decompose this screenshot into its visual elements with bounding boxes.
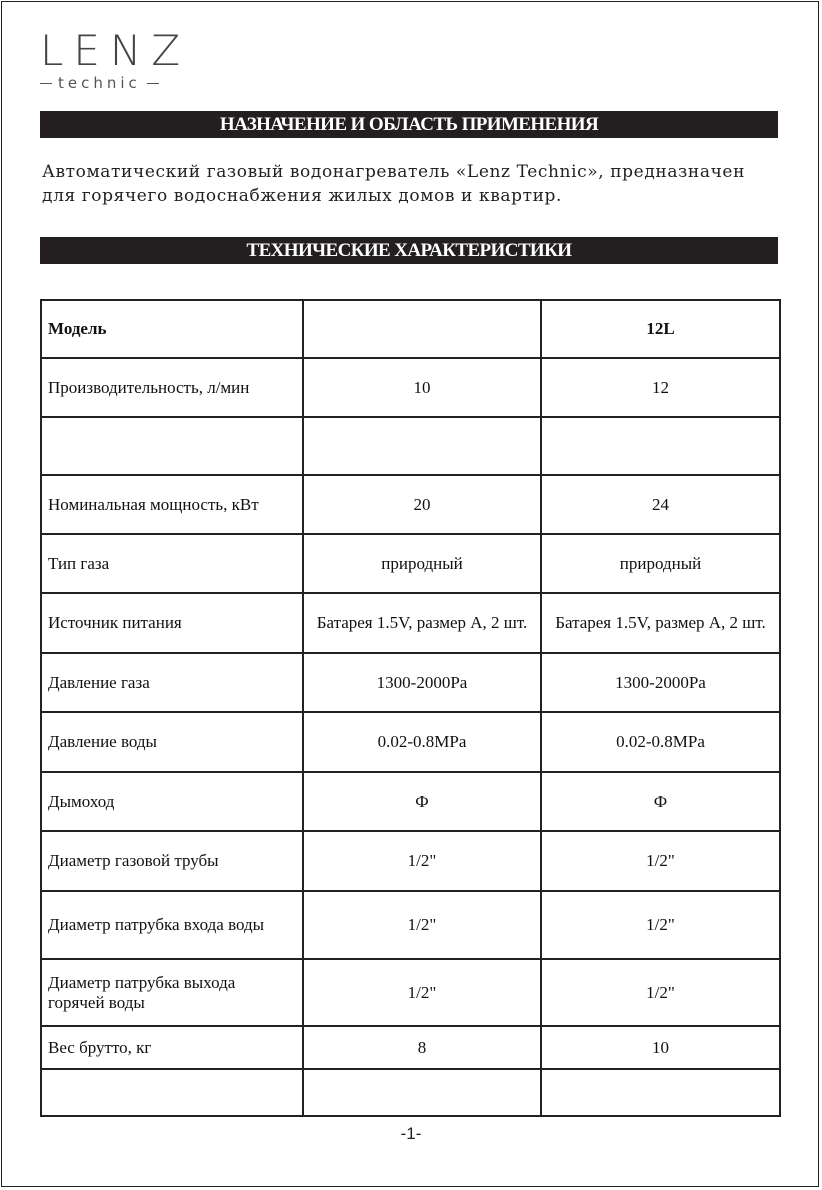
row-value-col1: 1/2" xyxy=(303,959,541,1026)
row-label: Источник питания xyxy=(41,593,303,653)
table-row xyxy=(41,653,780,712)
section-title-purpose: НАЗНАЧЕНИЕ И ОБЛАСТЬ ПРИМЕНЕНИЯ xyxy=(40,111,778,138)
table-row-empty xyxy=(41,417,780,475)
row-label: Давление газа xyxy=(41,653,303,712)
row-value-col2: 0.02-0.8MPa xyxy=(541,712,780,772)
table-row xyxy=(41,475,780,534)
row-value-col2: 1/2" xyxy=(541,959,780,1026)
purpose-text xyxy=(42,160,782,208)
row-value-col1 xyxy=(303,1069,541,1116)
table-row-model xyxy=(41,300,780,358)
table-row xyxy=(41,959,780,1026)
row-value-col2: Ф xyxy=(541,772,780,831)
row-label: Тип газа xyxy=(41,534,303,593)
row-value-col2: 1300-2000Pa xyxy=(541,653,780,712)
table-row xyxy=(41,831,780,891)
row-value-col1: 8 xyxy=(303,1026,541,1069)
row-label: Диаметр патрубка входа воды xyxy=(41,891,303,959)
table-row xyxy=(41,772,780,831)
logo-subtitle xyxy=(40,74,192,92)
table-row xyxy=(41,712,780,772)
row-label: Давление воды xyxy=(41,712,303,772)
row-label: Производительность, л/мин xyxy=(41,358,303,417)
row-label: Модель xyxy=(41,300,303,358)
section-title-specs: ТЕХНИЧЕСКИЕ ХАРАКТЕРИСТИКИ xyxy=(40,237,778,264)
specs-table xyxy=(40,299,781,1117)
row-value-col2: 1/2" xyxy=(541,831,780,891)
row-label: Вес брутто, кг xyxy=(41,1026,303,1069)
row-value-col1: Ф xyxy=(303,772,541,831)
row-value-col2: природный xyxy=(541,534,780,593)
row-value-col2: 1/2" xyxy=(541,891,780,959)
row-label: Дымоход xyxy=(41,772,303,831)
table-row-empty xyxy=(41,1069,780,1116)
row-value-col1: 1/2" xyxy=(303,831,541,891)
row-value-col1: 20 xyxy=(303,475,541,534)
row-value-col2 xyxy=(541,1069,780,1116)
row-label: Диаметр патрубка выхода горячей воды xyxy=(41,959,303,1026)
row-label: Номинальная мощность, кВт xyxy=(41,475,303,534)
purpose-text-line-1: Автоматический газовый водонагреватель «Lenz Technic», предназначен xyxy=(42,162,746,182)
logo-dash-right xyxy=(147,83,159,84)
logo-wordmark: LENZ xyxy=(40,26,191,75)
brand-logo xyxy=(40,28,192,92)
row-value-col1 xyxy=(303,417,541,475)
row-label: Диаметр газовой трубы xyxy=(41,831,303,891)
logo-subtitle-text: technic xyxy=(58,74,141,92)
row-value-col1: природный xyxy=(303,534,541,593)
row-value-col1: 1300-2000Pa xyxy=(303,653,541,712)
row-label xyxy=(41,417,303,475)
row-value-col1: 1/2" xyxy=(303,891,541,959)
table-row xyxy=(41,358,780,417)
row-value-col1: Батарея 1.5V, размер А, 2 шт. xyxy=(303,593,541,653)
row-label xyxy=(41,1069,303,1116)
row-value-col1 xyxy=(303,300,541,358)
row-value-col2: 24 xyxy=(541,475,780,534)
row-value-col2: 12L xyxy=(541,300,780,358)
page-number: -1- xyxy=(400,1124,422,1143)
table-row xyxy=(41,1026,780,1069)
purpose-text-line-2: для горячего водоснабжения жилых домов и квартир. xyxy=(42,186,563,206)
logo-dash-left xyxy=(40,83,52,84)
row-value-col2: 10 xyxy=(541,1026,780,1069)
row-value-col1: 10 xyxy=(303,358,541,417)
table-row xyxy=(41,534,780,593)
row-value-col2: 12 xyxy=(541,358,780,417)
table-row xyxy=(41,891,780,959)
row-value-col2 xyxy=(541,417,780,475)
table-row xyxy=(41,593,780,653)
row-value-col2: Батарея 1.5V, размер А, 2 шт. xyxy=(541,593,780,653)
row-value-col1: 0.02-0.8MPa xyxy=(303,712,541,772)
